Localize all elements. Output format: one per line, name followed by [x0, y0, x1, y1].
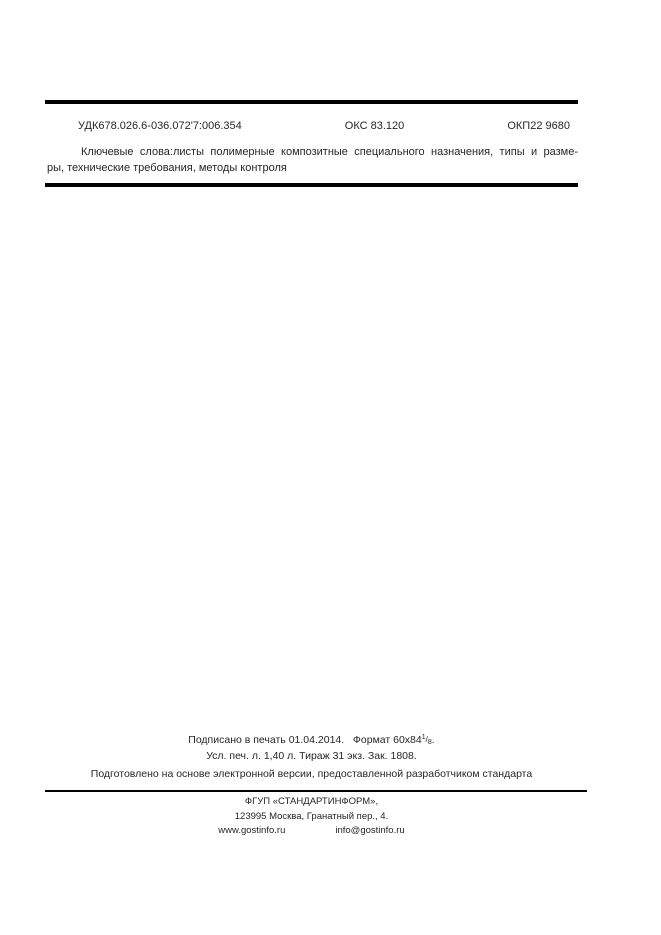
publisher-contacts — [45, 825, 578, 837]
top-rule — [45, 100, 578, 104]
publisher-website: www.gostinfo.ru — [218, 825, 286, 836]
format-fraction-denominator: 8 — [427, 739, 432, 746]
okp-code: ОКП22 9680 — [507, 120, 570, 132]
oks-code: ОКС 83.120 — [344, 120, 405, 132]
publisher-name: ФГУП «СТАНДАРТИНФОРМ», — [244, 796, 379, 807]
imprint-prepared-line: Подготовлено на основе электронной версии, предоставленной разработчиком стандарта — [90, 768, 533, 780]
publisher-email: info@gostinfo.ru — [335, 825, 405, 836]
keywords-paragraph — [47, 144, 578, 176]
imprint-printrun-line: Усл. печ. л. 1,40 л. Тираж 31 экз. Зак. 1808. — [206, 750, 417, 762]
keywords-line-1: Ключевые слова:листы полимерные композитные специального назначения, типы и разме- — [81, 146, 578, 158]
format-fraction-slash: / — [425, 735, 428, 744]
footer-rule — [45, 790, 587, 792]
publisher-address: 123995 Москва, Гранатный пер., 4. — [234, 811, 389, 822]
imprint-signed-text: Подписано в печать 01.04.2014. Формат 60х84 — [188, 734, 422, 746]
separator-rule — [45, 183, 578, 187]
keywords-line-2: ры, технические требования, методы контроля — [47, 162, 287, 174]
classification-row — [45, 119, 578, 133]
udk-code: УДК678.026.6-036.072'7:006.354 — [78, 120, 242, 132]
imprint-signed-suffix: . — [431, 734, 435, 746]
format-fraction-numerator: 1 — [421, 734, 426, 741]
imprint-signed-line — [45, 731, 578, 749]
